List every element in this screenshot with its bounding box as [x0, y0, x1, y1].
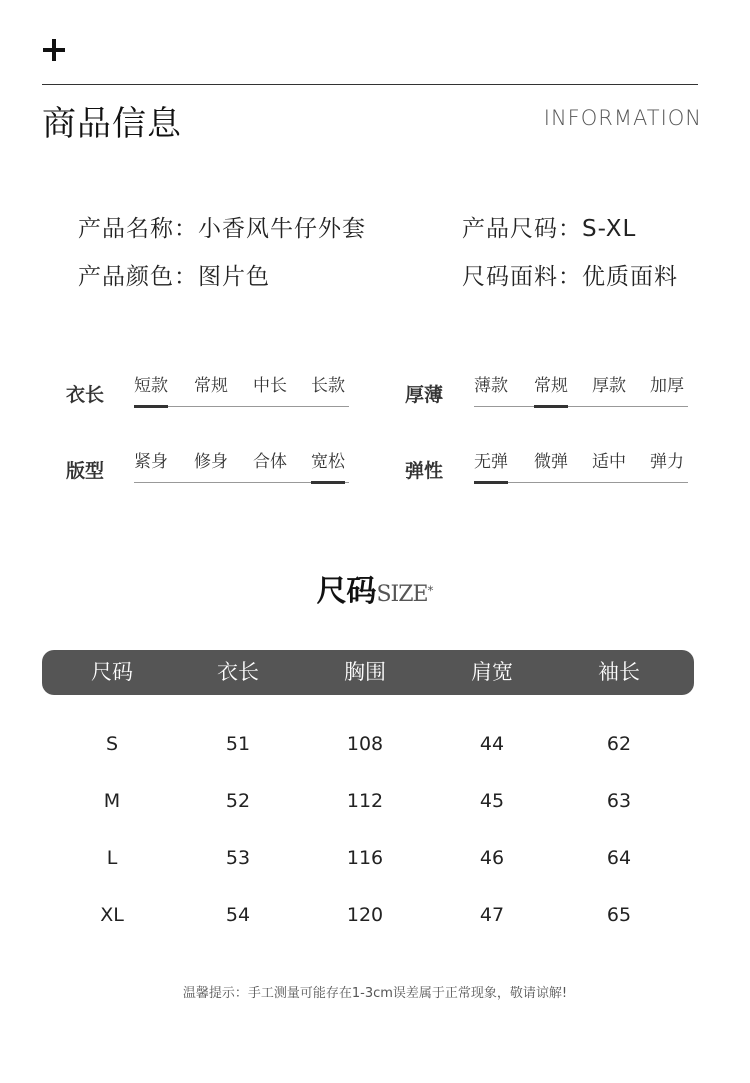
product-fabric: 尺码面料：优质面料 [462, 264, 678, 290]
table-cell: XL [100, 904, 124, 926]
column-header-sleeve: 袖长 [598, 660, 640, 684]
option-extra-thick: 加厚 [650, 376, 684, 396]
column-header-length: 衣长 [217, 660, 259, 684]
header-divider [42, 84, 698, 85]
section-title-en: INFORMATION [543, 106, 702, 130]
size-heading-star: * [427, 583, 434, 598]
attr-options-thickness [474, 367, 688, 407]
attr-options-length [134, 367, 349, 407]
table-cell: 63 [606, 790, 632, 812]
option-thin: 薄款 [474, 376, 508, 396]
attr-options-fit [134, 443, 349, 483]
column-header-size: 尺码 [91, 660, 133, 684]
option-regular-thickness: 常规 [534, 371, 568, 396]
column-header-chest: 胸围 [344, 660, 386, 684]
option-mid-length: 中长 [253, 376, 287, 396]
table-cell: 47 [479, 904, 505, 926]
option-loose: 宽松 [311, 447, 345, 472]
table-cell: M [103, 790, 121, 812]
attr-label-elasticity: 弹性 [405, 460, 444, 482]
option-tight: 紧身 [134, 452, 168, 472]
option-no-stretch: 无弹 [474, 447, 508, 472]
table-cell: 51 [225, 733, 251, 755]
table-cell: 46 [479, 847, 505, 869]
option-moderate-stretch: 适中 [592, 452, 626, 472]
table-cell: 65 [606, 904, 632, 926]
table-cell: 53 [225, 847, 251, 869]
table-cell: S [105, 733, 119, 755]
option-high-stretch: 弹力 [650, 452, 684, 472]
table-cell: 45 [479, 790, 505, 812]
product-size: 产品尺码：S-XL [462, 216, 637, 242]
option-short: 短款 [134, 371, 168, 396]
table-cell: 120 [346, 904, 384, 926]
attr-label-fit: 版型 [66, 460, 105, 482]
size-heading-en: SIZE [376, 582, 428, 607]
table-cell: 108 [346, 733, 384, 755]
column-header-shoulder: 肩宽 [471, 660, 513, 684]
table-cell: 62 [606, 733, 632, 755]
table-cell: 116 [346, 847, 384, 869]
table-cell: 54 [225, 904, 251, 926]
measurement-note: 温馨提示：手工测量可能存在1-3cm误差属于正常现象，敬请谅解! [182, 986, 568, 1001]
attr-options-elasticity [474, 443, 688, 483]
options-baseline [474, 406, 688, 407]
product-color: 产品颜色：图片色 [78, 264, 270, 290]
option-slim: 修身 [194, 452, 228, 472]
option-slight-stretch: 微弹 [534, 452, 568, 472]
size-heading [0, 566, 750, 610]
attr-label-thickness: 厚薄 [405, 384, 444, 406]
option-thick: 厚款 [592, 376, 626, 396]
table-cell: 44 [479, 733, 505, 755]
table-cell: 52 [225, 790, 251, 812]
option-long: 长款 [311, 376, 345, 396]
table-cell: 112 [346, 790, 384, 812]
product-name: 产品名称：小香风牛仔外套 [78, 216, 366, 242]
option-regular: 常规 [194, 376, 228, 396]
attr-label-length: 衣长 [66, 384, 105, 406]
section-title: 商品信息 [42, 104, 182, 144]
option-fitted: 合体 [253, 452, 287, 472]
plus-icon [40, 36, 68, 64]
size-heading-cn: 尺码 [316, 574, 377, 609]
table-cell: L [106, 847, 118, 869]
size-table-header [42, 650, 694, 695]
table-cell: 64 [606, 847, 632, 869]
